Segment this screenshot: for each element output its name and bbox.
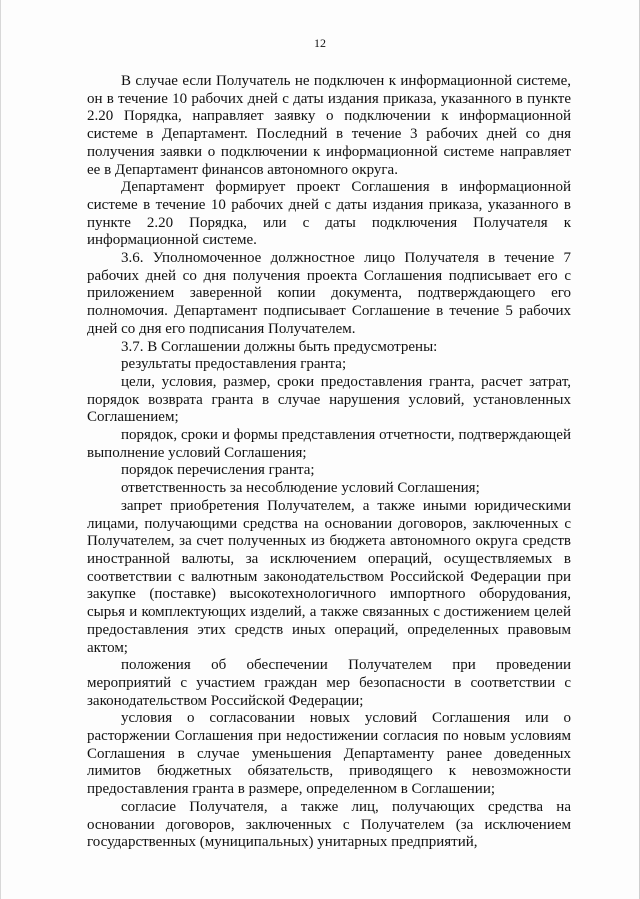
list-item: согласие Получателя, а также лиц, получающих средства на основании договоров, заключенных с Получателем (за исключением государственных (муниципальных) унитарных предприятий, xyxy=(87,798,571,851)
list-item: ответственность за несоблюдение условий Соглашения; xyxy=(121,480,480,497)
list-item: цели, условия, размер, сроки предоставления гранта, расчет затрат, порядок возврата гранта в случае нарушения условий, установленных Соглашением; xyxy=(87,373,571,426)
page-number: 12 xyxy=(314,36,326,50)
paragraph-2: Департамент формирует проект Соглашения в информационной системе в течение 10 рабочих дней с даты издания приказа, указанного в пункте 2.20 Порядка, или с даты подключения Получателя к информационной системе. xyxy=(87,179,571,249)
list-item: условия о согласовании новых условий Соглашения или о расторжении Соглашения при недостижении согласия по новым условиям Соглашения в случае уменьшения Департаменту ранее доведенных лимитов бюджетных обязательств, приводящего к невозможности предоставления гранта в размере, определенном в Соглашении; xyxy=(87,710,571,798)
paragraph-3-7: 3.7. В Соглашении должны быть предусмотрены: xyxy=(121,338,438,355)
list-item: порядок, сроки и формы представления отчетности, подтверждающей выполнение условий Соглашения; xyxy=(87,427,571,461)
list-item: положения об обеспечении Получателем при проведении мероприятий с участием граждан мер безопасности в соответствии с законодательством Российской Федерации; xyxy=(87,657,571,709)
list-item: запрет приобретения Получателем, а также иными юридическими лицами, получающими средства на основании договоров, заключенных с Получателем, за счет полученных из бюджета автономного округа средств иностранной валюты, за исключением операций, осуществляемых в соответствии с валютным законодательством Российской Федерации при закупке (поставке) высокотехнологичного импортного оборудования, сырья и комплектующих изделий, а также связанных с достижением целей предоставления этих средств иных операций, определенных правовым актом; xyxy=(87,497,571,656)
list-item: порядок перечисления гранта; xyxy=(121,462,315,479)
list-item: результаты предоставления гранта; xyxy=(121,356,347,373)
paragraph-3-6: 3.6. Уполномоченное должностное лицо Получателя в течение 7 рабочих дней со дня получения проекта Соглашения подписывает его с приложением заверенной копии документа, подтверждающего его полномочия. Департамент подписывает Соглашение в течение 5 рабочих дней со дня его подписания Получателем. xyxy=(87,250,571,337)
paragraph-1: В случае если Получатель не подключен к информационной системе, он в течение 10 рабочих дней с даты издания приказа, указанного в пункте 2.20 Порядка, направляет заявку о подключении к информационной системе в Департамент. Последний в течение 3 рабочих дней со дня получения заявки о подключении к информационной системе направляет ее в Департамент финансов автономного округа. xyxy=(87,73,571,178)
document-body xyxy=(87,73,571,852)
